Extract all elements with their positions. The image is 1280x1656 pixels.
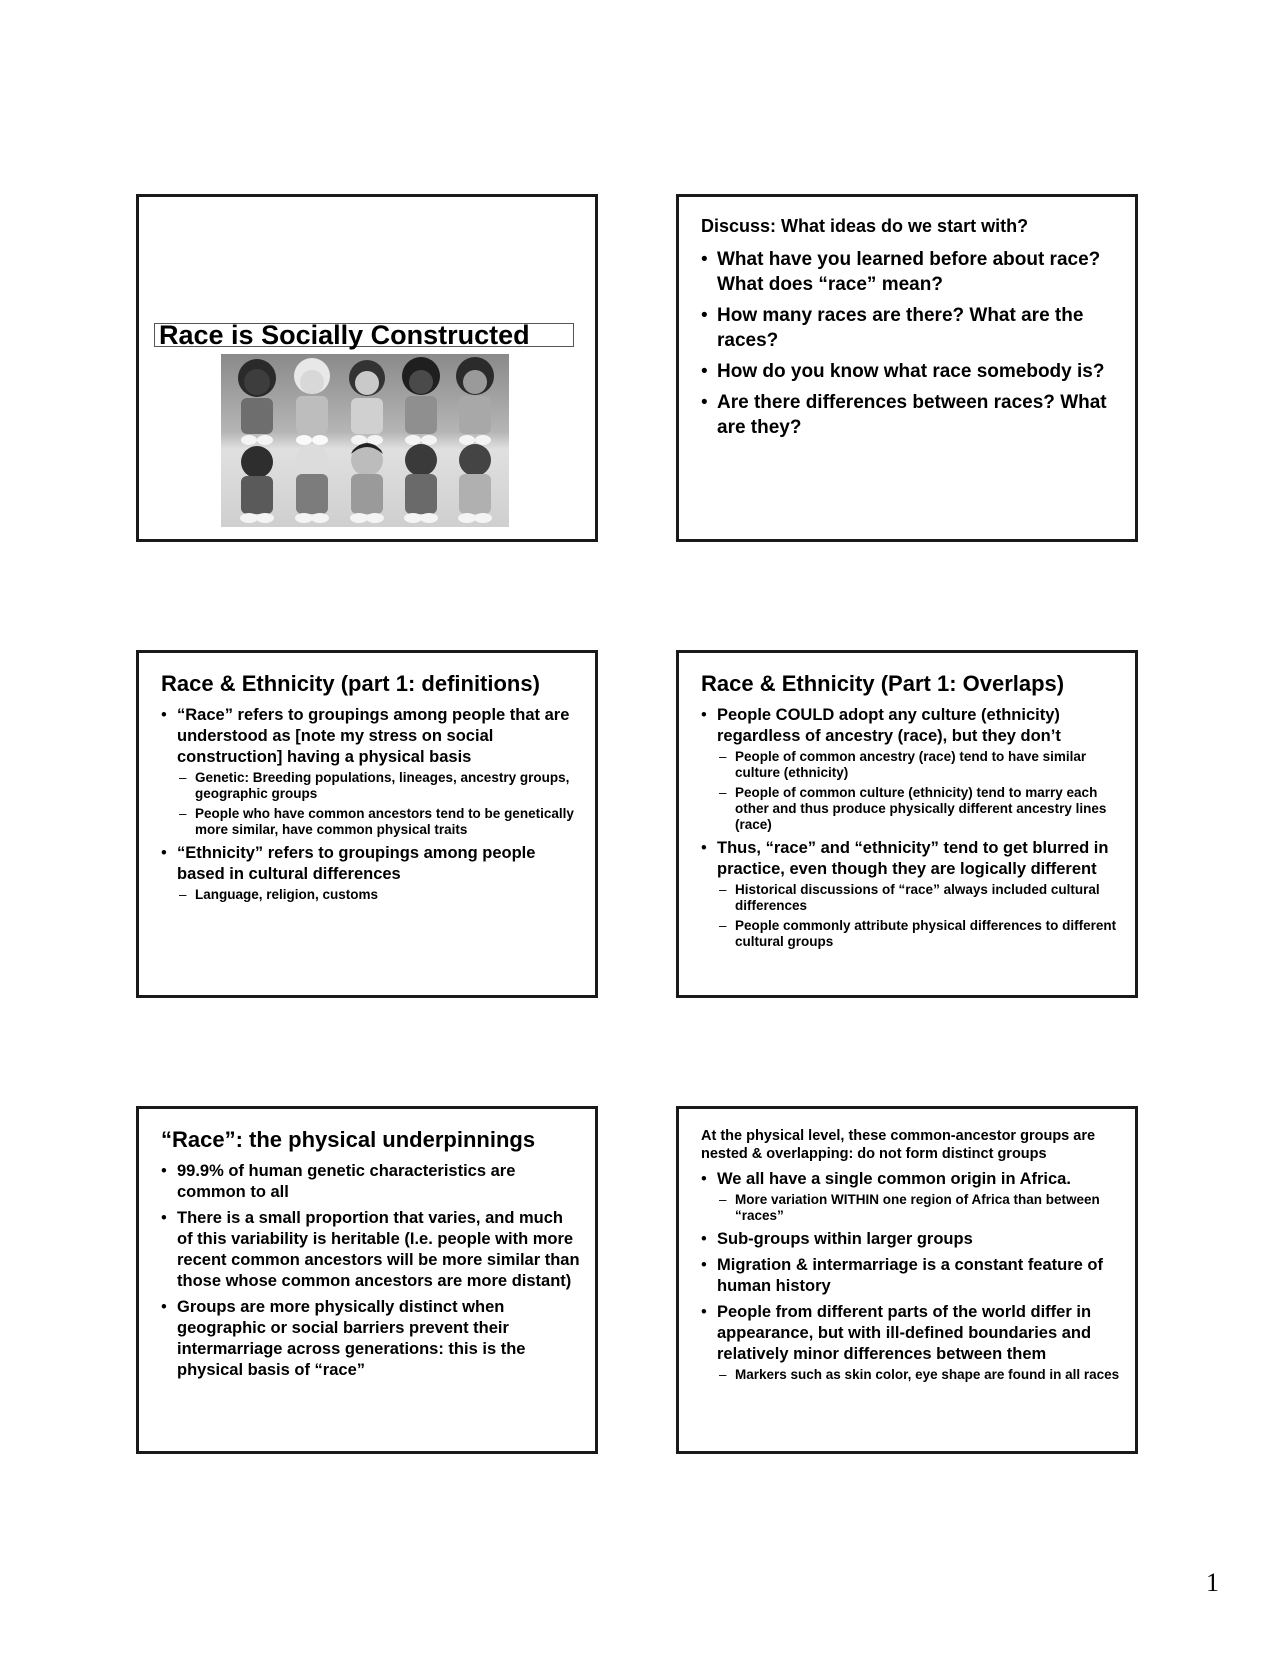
bullet [699, 1302, 1121, 1383]
slide-3-bullets [159, 705, 581, 903]
bullet [699, 838, 1121, 950]
bullet-text: Thus, “race” and “ethnicity” tend to get blurred in practice, even though they are logically different [717, 839, 1109, 878]
slide-2-bullets [699, 247, 1121, 440]
slide-2 [676, 194, 1138, 542]
slide-4-bullets [699, 705, 1121, 950]
bullet-text: We all have a single common origin in Africa. [717, 1170, 1071, 1188]
sub-bullet: – Historical discussions of “race” always included cultural differences [717, 882, 1121, 914]
bullet: • 99.9% of human genetic characteristics are common to all [159, 1161, 581, 1203]
bullet-text: People COULD adopt any culture (ethnicity) regardless of ancestry (race), but they don’t [717, 706, 1061, 745]
slide-5-bullets [159, 1161, 581, 1381]
bullet [699, 1169, 1121, 1224]
sub-bullet: – Language, religion, customs [177, 887, 581, 903]
bullet [699, 1255, 1121, 1297]
bullet-text: People from different parts of the world differ in appearance, but with ill-defined boundaries and relatively minor differences between them [717, 1303, 1092, 1363]
page-number: 1 [1206, 1568, 1219, 1597]
bullet-text: Migration & intermarriage is a constant feature of human history [717, 1256, 1103, 1295]
bullet: • What have you learned before about race? What does “race” mean? [699, 247, 1121, 297]
slide-5 [136, 1106, 598, 1454]
sub-bullet: – Genetic: Breeding populations, lineages, ancestry groups, geographic groups [177, 770, 581, 802]
bullet-text: “Ethnicity” refers to groupings among people based in cultural differences [177, 844, 536, 883]
bullet [699, 705, 1121, 833]
bullet: • Are there differences between races? What are they? [699, 390, 1121, 440]
slide-3 [136, 650, 598, 998]
slide-6-heading: At the physical level, these common-ancestor groups are nested & overlapping: do not form distinct groups [701, 1128, 1096, 1162]
slide-2-heading: Discuss: What ideas do we start with? [701, 216, 1029, 236]
sub-bullet: – People of common ancestry (race) tend to have similar culture (ethnicity) [717, 749, 1121, 781]
bullet: • How do you know what race somebody is? [699, 359, 1121, 384]
slide-4-heading: Race & Ethnicity (Part 1: Overlaps) [701, 671, 1065, 696]
dolls-photo [221, 354, 509, 527]
bullet-text: “Race” refers to groupings among people that are understood as [note my stress on social construction] having a physical basis [177, 706, 570, 766]
sub-bullet: – People commonly attribute physical differences to different cultural groups [717, 918, 1121, 950]
slide-6 [676, 1106, 1138, 1454]
slide-5-heading: “Race”: the physical underpinnings [161, 1127, 536, 1152]
bullet [159, 705, 581, 838]
slide-4 [676, 650, 1138, 998]
bullet [699, 1229, 1121, 1250]
bullet: • There is a small proportion that varies, and much of this variability is heritable (I.e. people with more recent common ancestors will be more similar than those whose common ancestors are more distant) [159, 1208, 581, 1292]
bullet-text: Sub-groups within larger groups [717, 1230, 973, 1248]
slide-1-title: Race is Socially Constructed [154, 323, 574, 347]
slide-3-heading: Race & Ethnicity (part 1: definitions) [161, 671, 540, 696]
slide-6-bullets [699, 1169, 1121, 1383]
sub-bullet: – More variation WITHIN one region of Africa than between “races” [717, 1192, 1121, 1224]
sub-bullet: – People who have common ancestors tend to be genetically more similar, have common physical traits [177, 806, 581, 838]
slide-1 [136, 194, 598, 542]
bullet [159, 843, 581, 903]
bullet: • How many races are there? What are the races? [699, 303, 1121, 353]
sub-bullet: – People of common culture (ethnicity) tend to marry each other and thus produce physically different ancestry lines (race) [717, 785, 1121, 833]
sub-bullet: – Markers such as skin color, eye shape are found in all races [717, 1367, 1121, 1383]
bullet: • Groups are more physically distinct when geographic or social barriers prevent their intermarriage across generations: this is the physical basis of “race” [159, 1297, 581, 1381]
